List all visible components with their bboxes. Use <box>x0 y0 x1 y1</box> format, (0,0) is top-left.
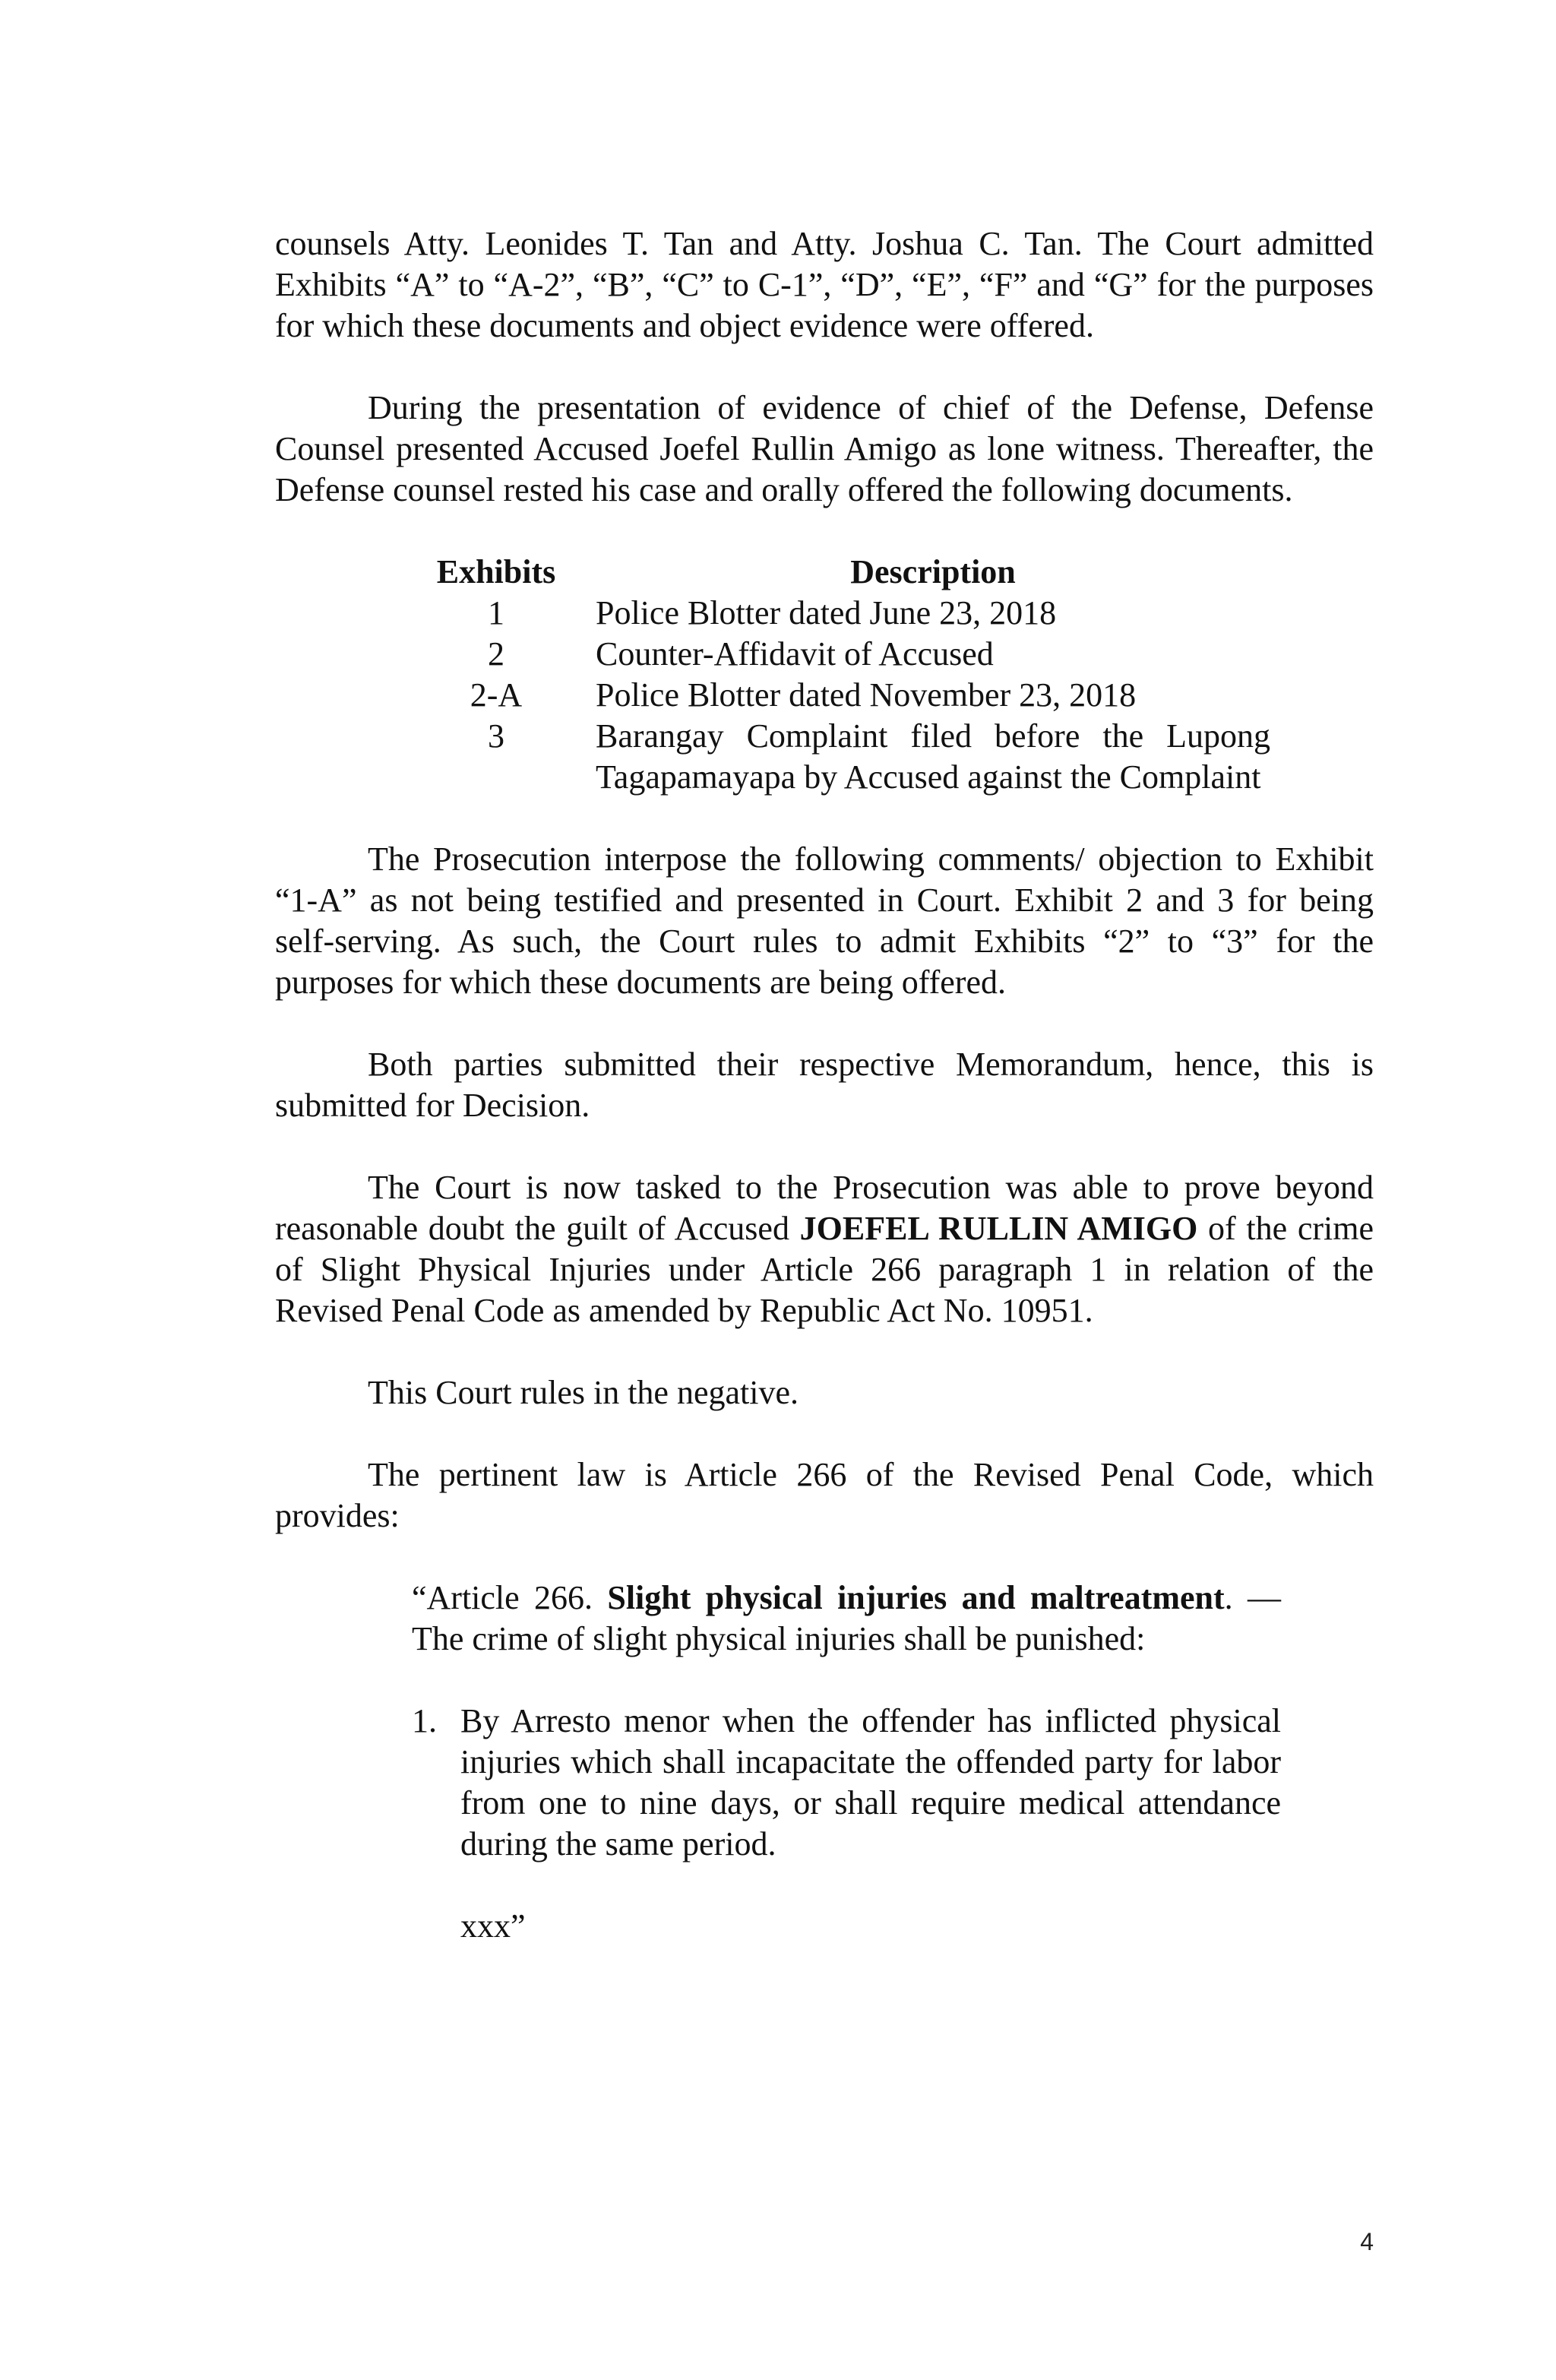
paragraph-prosecution-objection: The Prosecution interpose the following comments/ objection to Exhibit “1-A” as not being testified and presented in Court. Exhibit 2 and 3 for being self-serving. As such, the Court rules to admit Exhibits “2” to “3” for the purposes for which these documents are being offered. <box>275 840 1374 1001</box>
article-intro: . — The crime of slight physical injuries shall be punished: <box>412 1579 1281 1657</box>
exhibit-row <box>275 634 1374 675</box>
exhibit-row <box>275 593 1374 634</box>
paragraph-memorandum: Both parties submitted their respective Memorandum, hence, this is submitted for Decision. <box>275 1046 1374 1124</box>
description-column-header: Description <box>850 553 1016 590</box>
paragraph-ruling: This Court rules in the negative. <box>368 1374 799 1411</box>
exhibit-number: 3 <box>488 717 504 755</box>
document-body <box>275 223 1374 1947</box>
article-lead: “Article 266. <box>412 1579 608 1616</box>
exhibit-description: Barangay Complaint filed before the Lupong Tagapamayapa by Accused against the Complaint <box>596 717 1270 796</box>
list-item-text: By Arresto menor when the offender has inflicted physical injuries which shall incapacitate the offended party for labor from one to nine days, or shall require medical attendance during the same period. <box>460 1702 1281 1863</box>
paragraph-pertinent-law: The pertinent law is Article 266 of the Revised Penal Code, which provides: <box>275 1456 1374 1534</box>
exhibit-description: Counter-Affidavit of Accused <box>596 635 994 673</box>
list-item-number: 1. <box>412 1702 437 1739</box>
paragraph-issue <box>275 1167 1374 1331</box>
exhibit-number: 2-A <box>470 676 523 714</box>
exhibit-number: 2 <box>488 635 504 673</box>
exhibits-table <box>275 552 1374 798</box>
paragraph-admitted-exhibits: counsels Atty. Leonides T. Tan and Atty. Joshua C. Tan. The Court admitted Exhibits “A” to “A-2”, “B”, “C” to C-1”, “D”, “E”, “F” and “G” for the purposes for which these documents and object evidence were offered. <box>275 225 1374 344</box>
page-number: 4 <box>1360 2228 1374 2255</box>
accused-name: JOEFEL RULLIN AMIGO <box>799 1210 1198 1247</box>
issue-text-before: The Court is now tasked to the Prosecution was able to prove beyond reasonable doubt the guilt of Accused <box>275 1169 1374 1247</box>
quote-ellipsis: xxx” <box>460 1907 526 1945</box>
exhibits-header-row <box>275 552 1374 593</box>
quoted-list-item <box>412 1701 1281 1865</box>
exhibit-number: 1 <box>488 594 504 631</box>
issue-text-after: of the crime of Slight Physical Injuries under Article 266 paragraph 1 in relation of the Revised Penal Code as amended by Republic Act No. 10951. <box>275 1210 1374 1329</box>
exhibit-description: Police Blotter dated June 23, 2018 <box>596 594 1057 631</box>
exhibits-column-header: Exhibits <box>436 553 556 590</box>
exhibit-description: Police Blotter dated November 23, 2018 <box>596 676 1137 714</box>
exhibit-row <box>275 675 1374 716</box>
paragraph-defense-evidence: During the presentation of evidence of chief of the Defense, Defense Counsel presented Accused Joefel Rullin Amigo as lone witness. Thereafter, the Defense counsel rested his case and orally offered the following documents. <box>275 389 1374 508</box>
article-title: Slight physical injuries and maltreatment <box>607 1579 1225 1616</box>
exhibit-row <box>275 716 1374 798</box>
quoted-article <box>412 1578 1281 1660</box>
